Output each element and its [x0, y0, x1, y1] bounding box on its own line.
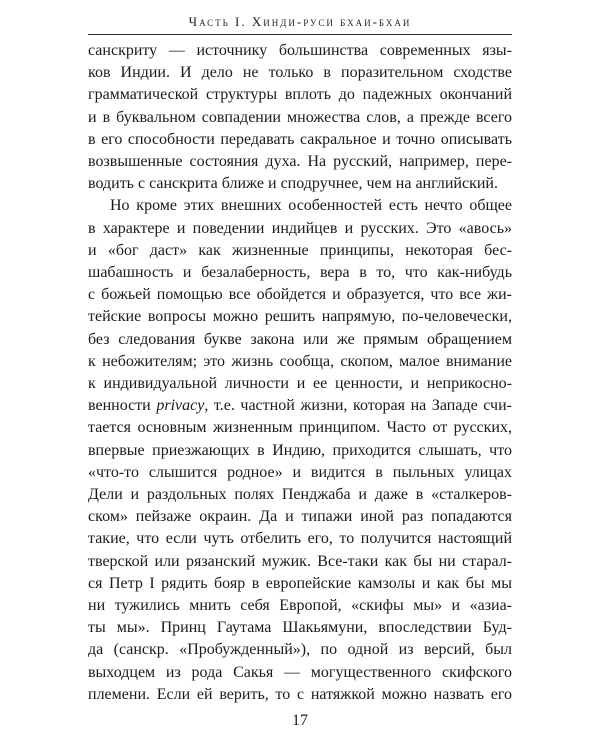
text-line: тверской или рязанский мужик. Все-таки как бы ни старал-	[88, 552, 512, 570]
text-line: и «бог даст» как жизненные принципы, некоторая бес-	[88, 241, 512, 259]
text-line: «что-то слышится родное» и видится в пыльных улицах	[88, 463, 512, 481]
text-line: венности privacy, т.е. частной жизни, которая на Западе счи-	[88, 397, 512, 415]
header-rule	[88, 34, 512, 35]
text-line: племени. Если ей верить, то с натяжкой можно назвать его	[88, 685, 512, 703]
text-line: с божьей помощью все обойдется и образуется, что все жи-	[88, 286, 512, 304]
text-line: впервые приезжающих в Индию, приходится слышать, что	[88, 441, 512, 459]
text-line: ском» пейзаже окраин. Да и типажи иной раз попадаются	[88, 508, 512, 526]
text-line: водить с санскрита ближе и сподручнее, чем на английский.	[88, 175, 498, 193]
paragraph	[88, 40, 512, 195]
paragraph	[88, 195, 512, 706]
text-line: Но кроме этих внешних особенностей есть нечто общее	[110, 197, 512, 215]
text-line: к индивидуальной личности и ее ценности, и неприкосно-	[88, 375, 512, 393]
text-line: такие, что если чуть отбелить его, то получится настоящий	[88, 530, 512, 548]
text-line: ты мы». Принц Гаутама Шакьямуни, впоследствии Буд-	[88, 619, 512, 637]
text-line: в его способности передавать сакральное и точно описывать	[88, 130, 512, 148]
text-line: ни тужились мнить себя Европой, «скифы мы» и «азиа-	[88, 597, 512, 615]
text-line: шабашность и безалаберность, вера в то, что как-нибудь	[88, 264, 512, 282]
text-line: тается основным жизненным принципом. Часто от русских,	[88, 419, 512, 437]
page-number: 17	[292, 712, 308, 729]
text-line: тейские вопросы можно решить напрямую, по-человечески,	[88, 308, 512, 326]
text-line: выходцем из рода Сакья — могущественного скифского	[88, 663, 512, 681]
body-text	[88, 40, 512, 706]
text-line: ков Индии. И дело не только в поразительном сходстве	[88, 64, 512, 82]
text-line: без следования букве закона или же прямым обращением	[88, 330, 512, 348]
text-line: грамматической структуры вплоть до падежных окончаний	[88, 86, 512, 104]
text-line: возвышенные состояния духа. На русский, например, пере-	[88, 153, 512, 171]
text-line: и в буквальном совпадении множества слов, а прежде всего	[88, 108, 512, 126]
running-head: Часть I. Хинди-руси бхаи-бхаи	[188, 14, 412, 29]
text-line: в характере и поведении индийцев и русских. Это «авось»	[88, 219, 512, 237]
text-line: Дели и раздольных полях Пенджаба и даже в «сталкеров-	[88, 486, 512, 504]
text-line: да (санскр. «Пробужденный»), по одной из версий, был	[88, 641, 512, 659]
text-line: к небожителям; это жизнь сообща, скопом, малое внимание	[88, 352, 512, 370]
text-line: ся Петр I рядить бояр в европейские камзолы и как бы мы	[88, 574, 512, 592]
text-line: санскриту — источнику большинства современных язы-	[88, 42, 512, 59]
